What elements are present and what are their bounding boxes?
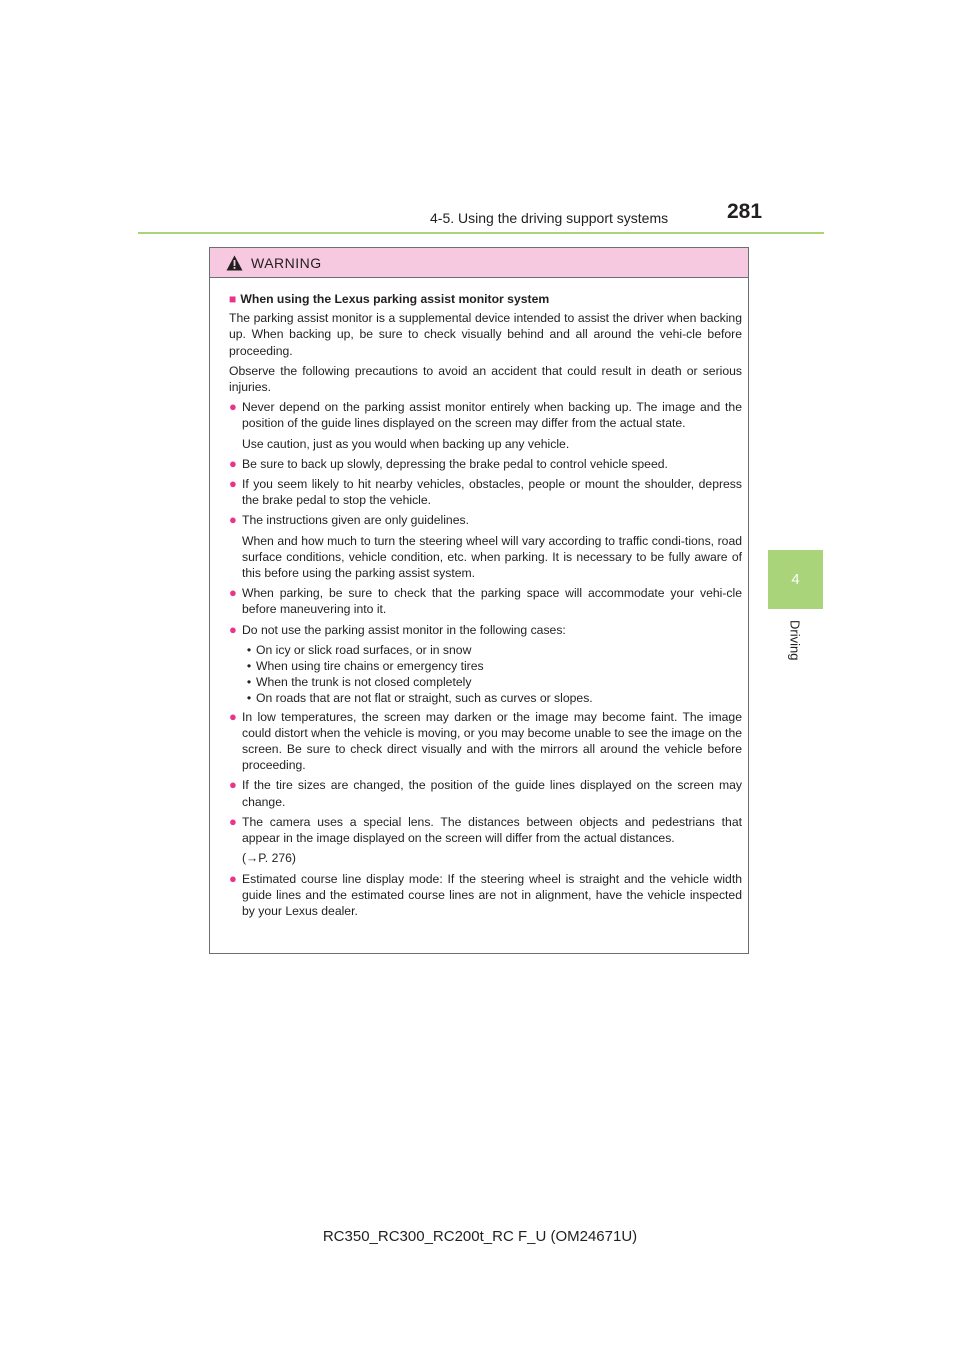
warning-triangle-icon xyxy=(226,255,243,271)
circle-bullet-icon: ● xyxy=(229,777,237,793)
circle-bullet-icon: ● xyxy=(229,476,237,492)
circle-bullet-icon: ● xyxy=(229,870,237,886)
list-item xyxy=(229,512,742,528)
circle-bullet-icon: ● xyxy=(229,455,237,471)
list-item xyxy=(229,476,742,508)
footer-model-code: RC350_RC300_RC200t_RC F_U (OM24671U) xyxy=(322,1228,638,1245)
warning-box xyxy=(209,247,749,954)
chapter-tab xyxy=(768,550,823,609)
list-item-text: Estimated course line display mode: If the steering wheel is straight and the vehicle width guide lines and the estimated course lines are not in alignment, have the vehicle inspected by your Lexus dealer. xyxy=(242,871,742,918)
list-item xyxy=(229,622,742,638)
warning-label: WARNING xyxy=(251,254,322,271)
list-item-text: Never depend on the parking assist monitor entirely when backing up. The image and the position of the guide lines displayed on the screen may differ from the actual state. xyxy=(242,400,742,431)
sub-list-item: • On icy or slick road surfaces, or in snow xyxy=(246,642,472,657)
sub-list-item: • When using tire chains or emergency tires xyxy=(246,659,484,674)
list-item xyxy=(229,871,742,920)
intro-paragraph: Observe the following precautions to avoid an accident that could result in death or serious injuries. xyxy=(229,363,742,395)
sub-list-item-text: When using tire chains or emergency tires xyxy=(256,659,484,674)
warning-header xyxy=(210,248,748,278)
circle-bullet-icon: ● xyxy=(229,621,237,637)
list-item-note: Use caution, just as you would when backing up any vehicle. xyxy=(242,436,570,451)
circle-bullet-icon: ● xyxy=(229,512,237,528)
square-bullet-icon: ■ xyxy=(229,292,237,306)
sub-list-item: • On roads that are not flat or straight, such as curves or slopes. xyxy=(246,691,593,706)
sub-list-item-text: On icy or slick road surfaces, or in snow xyxy=(256,642,472,657)
list-item-note: When and how much to turn the steering wheel will vary according to traffic condi-tions, road surface conditions, vehicle condition, etc. when parking. It is necessary to be fully aware of this before using the parking assist system. xyxy=(242,533,742,581)
chapter-label: Driving xyxy=(787,620,803,661)
sub-list xyxy=(242,642,742,707)
list-item xyxy=(229,399,742,431)
sub-list-item-text: When the trunk is not closed completely xyxy=(256,675,472,690)
page-number: 281 xyxy=(727,200,763,223)
list-item-text: If the tire sizes are changed, the position of the guide lines displayed on the screen may change. xyxy=(242,778,742,809)
list-item-text: When parking, be sure to check that the parking space will accommodate your vehi-cle before maneuvering into it. xyxy=(242,586,742,617)
sub-list-item-text: On roads that are not flat or straight, such as curves or slopes. xyxy=(256,691,593,706)
list-item xyxy=(229,585,742,617)
list-item-text: Be sure to back up slowly, depressing the brake pedal to control vehicle speed. xyxy=(242,456,668,471)
list-item-text: In low temperatures, the screen may darken or the image may become faint. The image could distort when the vehicle is moving, or you may become unable to see the image on the screen. Be sure to check direct visually and with the mirrors all around the vehicle before proceeding. xyxy=(242,709,742,773)
section-heading xyxy=(229,291,742,307)
list-item-text: Do not use the parking assist monitor in the following cases: xyxy=(242,622,566,637)
circle-bullet-icon: ● xyxy=(229,399,237,415)
section-heading-text: When using the Lexus parking assist monitor system xyxy=(240,292,550,306)
list-item xyxy=(229,814,742,846)
page-reference-link[interactable]: (→P. 276) xyxy=(242,851,296,866)
warning-body xyxy=(210,278,748,919)
circle-bullet-icon: ● xyxy=(229,708,237,724)
circle-bullet-icon: ● xyxy=(229,813,237,829)
list-item xyxy=(229,709,742,774)
list-item-text: The instructions given are only guidelines. xyxy=(242,513,469,528)
header-section-title: 4-5. Using the driving support systems xyxy=(430,210,669,226)
list-item xyxy=(229,456,742,472)
sub-list-item: • When the trunk is not closed completely xyxy=(246,675,472,690)
list-item xyxy=(229,777,742,809)
intro-paragraph: The parking assist monitor is a supplemental device intended to assist the driver when backing up. When backing up, be sure to check visually behind and all around the vehi-cle before proceeding. xyxy=(229,311,742,358)
header-rule xyxy=(138,232,824,234)
list-item-text: The camera uses a special lens. The distances between objects and pedestrians that appear in the image displayed on the screen will differ from the actual distances. xyxy=(242,814,742,846)
circle-bullet-icon: ● xyxy=(229,585,237,601)
chapter-number: 4 xyxy=(791,571,800,588)
list-item-text: If you seem likely to hit nearby vehicles, obstacles, people or mount the shoulder, depress the brake pedal to stop the vehicle. xyxy=(242,477,742,508)
